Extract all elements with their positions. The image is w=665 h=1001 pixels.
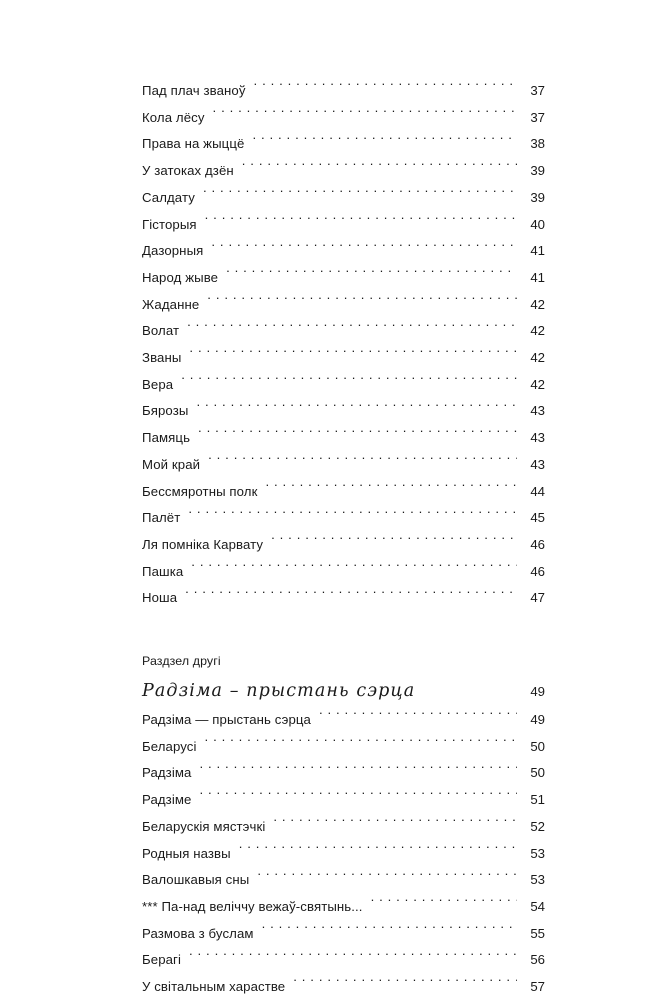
toc-entry[interactable]: [142, 398, 545, 425]
toc-entry-title: Пашка: [142, 563, 184, 579]
toc-entry[interactable]: [142, 292, 545, 319]
toc-entry[interactable]: [142, 185, 545, 212]
toc-entry[interactable]: [142, 974, 545, 1001]
toc-entry[interactable]: [142, 532, 545, 559]
leader-dots: [189, 349, 517, 362]
toc-entry[interactable]: [142, 760, 545, 787]
leader-dots: [371, 898, 517, 911]
toc-entry[interactable]: [142, 787, 545, 814]
toc-entry-title: Жаданне: [142, 296, 200, 312]
leader-dots: [196, 402, 517, 415]
toc-entry-page: 51: [530, 792, 545, 808]
toc-entry-page: 39: [530, 189, 545, 205]
leader-dots: [188, 509, 517, 522]
toc-entry-title: Званы: [142, 350, 182, 366]
toc-entry-page: 52: [530, 818, 545, 834]
leader-dots: [199, 764, 517, 777]
toc-list-section-two: [142, 707, 545, 1001]
toc-entry[interactable]: [142, 505, 545, 532]
toc-entry-page: 46: [530, 536, 545, 552]
toc-entry-title: Радзіме: [142, 792, 192, 808]
toc-entry[interactable]: [142, 947, 545, 974]
leader-dots: [205, 738, 517, 751]
toc-entry-title: У затоках дзён: [142, 163, 234, 179]
toc-entry-page: 55: [530, 925, 545, 941]
toc-entry-page: 42: [530, 296, 545, 312]
toc-entry-page: 43: [530, 456, 545, 472]
toc-entry-page: 54: [530, 898, 545, 914]
toc-entry-title: У світальным харастве: [142, 979, 286, 995]
toc-entry[interactable]: [142, 372, 545, 399]
leader-dots: [185, 589, 517, 602]
leader-dots: [189, 951, 517, 964]
toc-entry-page: 53: [530, 872, 545, 888]
toc-entry-title: Палёт: [142, 510, 181, 526]
leader-dots: [271, 536, 517, 549]
toc-entry[interactable]: [142, 841, 545, 868]
leader-dots: [319, 711, 517, 724]
leader-dots: [254, 82, 517, 95]
toc-entry[interactable]: [142, 894, 545, 921]
toc-entry-title: Бессмяротны полк: [142, 483, 258, 499]
leader-dots: [205, 215, 517, 228]
toc-entry[interactable]: [142, 452, 545, 479]
toc-entry[interactable]: [142, 814, 545, 841]
leader-dots: [203, 189, 517, 202]
toc-entry-title: Ноша: [142, 590, 178, 606]
toc-entry[interactable]: [142, 105, 545, 132]
toc-entry-page: 43: [530, 430, 545, 446]
toc-entry-title: Радзіма — прыстань сэрца: [142, 712, 311, 728]
leader-dots: [252, 135, 517, 148]
toc-entry-page: 47: [530, 590, 545, 606]
toc-entry[interactable]: [142, 318, 545, 345]
toc-entry-page: 37: [530, 83, 545, 98]
toc-entry[interactable]: [142, 131, 545, 158]
toc-entry[interactable]: [142, 585, 545, 612]
toc-entry[interactable]: [142, 345, 545, 372]
toc-entry-page: 45: [530, 510, 545, 526]
leader-dots: [187, 322, 517, 335]
toc-entry-page: 41: [530, 269, 545, 285]
toc-entry-page: 46: [530, 563, 545, 579]
leader-dots: [191, 562, 517, 575]
toc-entry-page: 42: [530, 350, 545, 366]
toc-entry[interactable]: [142, 78, 545, 105]
leader-dots: [262, 925, 517, 938]
toc-entry-title: *** Па-над веліччу вежаў-святынь...: [142, 898, 363, 914]
toc-entry[interactable]: [142, 479, 545, 506]
leader-dots: [198, 429, 517, 442]
toc-entry-title: Беларусі: [142, 738, 197, 754]
toc-entry-page: 37: [530, 109, 545, 125]
toc-entry-title: Пад плач званоў: [142, 83, 246, 98]
toc-entry-title: Ля помніка Карвату: [142, 536, 264, 552]
toc-entry-page: 42: [530, 376, 545, 392]
leader-dots: [181, 376, 517, 389]
toc-entry-title: Беларускія мястэчкі: [142, 818, 266, 834]
toc-entry-page: 44: [530, 483, 545, 499]
toc-entry-title: Права на жыццё: [142, 136, 245, 152]
toc-entry-title: Валошкавыя сны: [142, 872, 250, 888]
toc-entry-page: 49: [530, 712, 545, 728]
toc-entry-title: Мой край: [142, 456, 201, 472]
toc-entry-page: 53: [530, 845, 545, 861]
toc-entry-title: Народ жыве: [142, 269, 219, 285]
leader-dots: [226, 269, 517, 282]
toc-entry-title: Бярозы: [142, 403, 189, 419]
toc-list-group-one: [142, 78, 545, 612]
section-spacer: [142, 612, 545, 648]
toc-entry[interactable]: [142, 559, 545, 586]
toc-entry[interactable]: [142, 707, 545, 734]
toc-entry[interactable]: [142, 238, 545, 265]
toc-entry[interactable]: [142, 265, 545, 292]
leader-dots: [239, 844, 517, 857]
toc-entry-page: 50: [530, 765, 545, 781]
toc-entry-title: Размова з буслам: [142, 925, 254, 941]
toc-entry-page: 56: [530, 952, 545, 968]
toc-entry-title: Волат: [142, 323, 180, 339]
toc-entry-title: Радзіма: [142, 765, 192, 781]
toc-entry-title: Кола лёсу: [142, 109, 205, 125]
leader-dots: [207, 295, 517, 308]
leader-dots: [199, 791, 517, 804]
toc-entry-title: Гісторыя: [142, 216, 197, 232]
toc-entry-title: Дазорныя: [142, 243, 204, 259]
toc-entry[interactable]: [142, 425, 545, 452]
toc-entry-title: Памяць: [142, 430, 191, 446]
toc-entry-page: 39: [530, 163, 545, 179]
section-label: Раздзел другі: [142, 654, 221, 669]
toc-entry-title: Вера: [142, 376, 174, 392]
section-heading-entry: [142, 676, 545, 707]
toc-entry[interactable]: [142, 158, 545, 185]
toc-entry-page: 43: [530, 403, 545, 419]
leader-dots: [213, 109, 517, 122]
leader-dots: [208, 456, 517, 469]
toc-entry-page: 40: [530, 216, 545, 232]
section-heading-page: 49: [530, 684, 545, 700]
toc-entry[interactable]: [142, 921, 545, 948]
toc-entry-title: Родныя назвы: [142, 845, 231, 861]
leader-dots: [257, 871, 517, 884]
leader-dots: [293, 978, 517, 991]
toc-entry-page: 50: [530, 738, 545, 754]
toc-entry-page: 42: [530, 323, 545, 339]
toc-entry-title: Берагі: [142, 952, 181, 968]
toc-entry-page: 38: [530, 136, 545, 152]
leader-dots: [211, 242, 517, 255]
leader-dots: [242, 162, 517, 175]
toc-entry-page: 57: [530, 979, 545, 995]
toc-entry-page: 41: [530, 243, 545, 259]
toc-entry[interactable]: [142, 867, 545, 894]
toc-entry-title: Салдату: [142, 189, 195, 205]
leader-dots: [273, 818, 517, 831]
toc-entry[interactable]: [142, 212, 545, 239]
toc-entry[interactable]: [142, 734, 545, 761]
leader-dots: [425, 683, 517, 696]
leader-dots: [265, 482, 517, 495]
section-heading-title: Радзіма – прыстань сэрца: [142, 681, 416, 702]
